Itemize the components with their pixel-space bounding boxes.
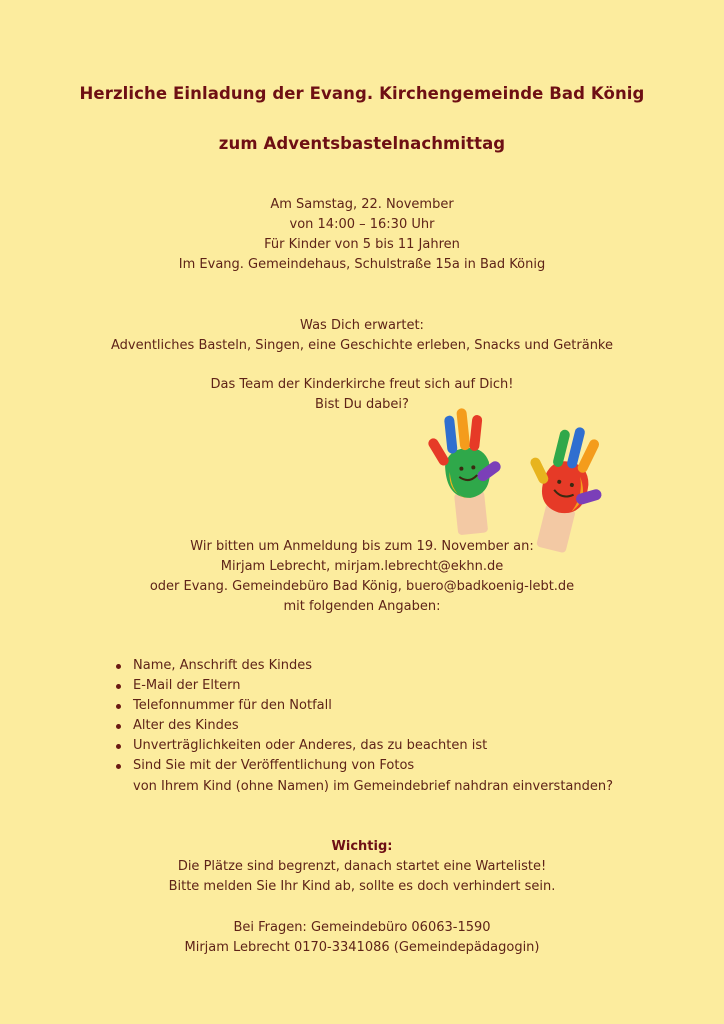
required-info-list [114, 656, 487, 776]
list-item: Alter des Kindes [114, 716, 487, 736]
registration-section [0, 537, 724, 617]
list-item: Telefonnummer für den Notfall [114, 696, 487, 716]
registration-contact-person: Mirjam Lebrecht, mirjam.lebrecht@ekhn.de [220, 559, 504, 574]
important-heading: Wichtig: [331, 839, 393, 854]
event-details [0, 195, 724, 275]
contact-person: Mirjam Lebrecht 0170-3341086 (Gemeindepädagogin) [184, 940, 540, 955]
team-line: Das Team der Kinderkirche freut sich auf Dich! [210, 377, 514, 392]
registration-office: oder Evang. Gemeindebüro Bad König, buero@badkoenig-lebt.de [149, 579, 575, 594]
event-age-range: Für Kinder von 5 bis 11 Jahren [264, 237, 460, 252]
registration-info-intro: mit folgenden Angaben: [283, 599, 441, 614]
list-item-continuation: von Ihrem Kind (ohne Namen) im Gemeindebrief nahdran einverstanden? [133, 779, 614, 794]
list-item: Name, Anschrift des Kindes [114, 656, 487, 676]
important-line-1: Die Plätze sind begrenzt, danach startet eine Warteliste! [177, 859, 547, 874]
important-section [0, 837, 724, 897]
team-question: Bist Du dabei? [315, 397, 409, 412]
list-item: E-Mail der Eltern [114, 676, 487, 696]
event-title: zum Adventsbastelnachmittag [218, 134, 506, 153]
expect-text: Adventliches Basteln, Singen, eine Geschichte erleben, Snacks und Getränke [110, 338, 613, 353]
contact-office: Bei Fragen: Gemeindebüro 06063-1590 [233, 920, 491, 935]
expect-section [0, 316, 724, 356]
expect-heading: Was Dich erwartet: [300, 318, 424, 333]
event-time: von 14:00 – 16:30 Uhr [289, 217, 435, 232]
important-line-2: Bitte melden Sie Ihr Kind ab, sollte es doch verhindert sein. [168, 879, 556, 894]
invitation-title: Herzliche Einladung der Evang. Kirchengemeinde Bad König [79, 84, 645, 103]
event-date: Am Samstag, 22. November [270, 197, 454, 212]
list-item: Unverträglichkeiten oder Anderes, das zu beachten ist [114, 736, 487, 756]
event-location: Im Evang. Gemeindehaus, Schulstraße 15a in Bad König [178, 257, 546, 272]
list-item: Sind Sie mit der Veröffentlichung von Fotos [114, 756, 487, 776]
contact-section [0, 918, 724, 958]
registration-deadline: Wir bitten um Anmeldung bis zum 19. November an: [190, 539, 534, 554]
